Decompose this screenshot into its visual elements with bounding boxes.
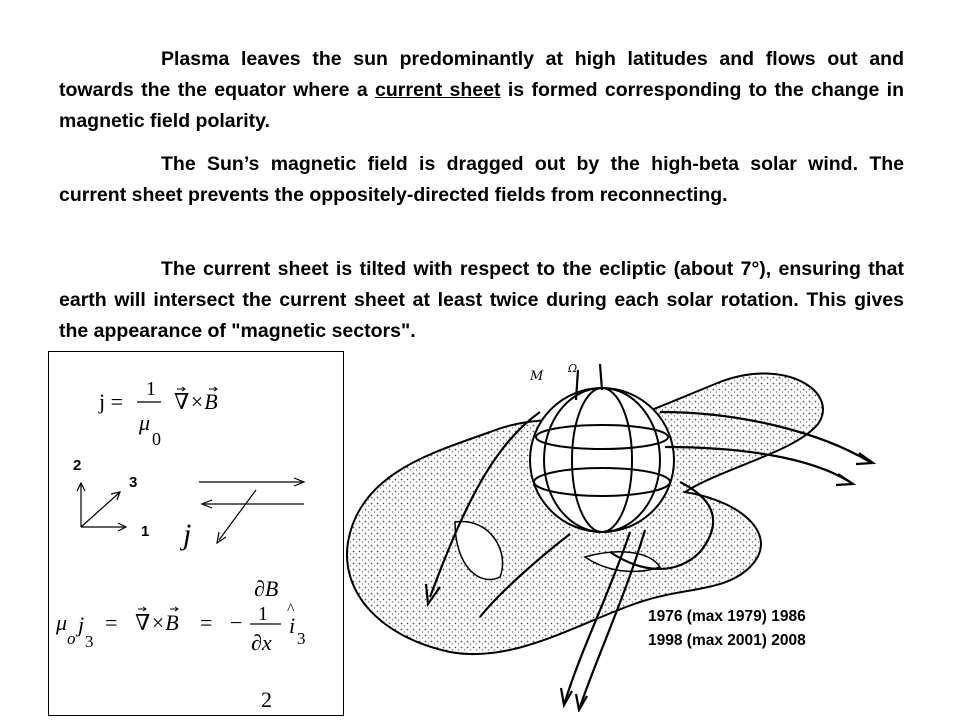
eq2-hat-mark: ^ [287, 601, 295, 618]
paragraph-1-text-a: Plasma leaves the sun predominantly at high latitudes and flows out and towards the the equator where a [59, 48, 904, 101]
paragraph-1 [59, 44, 904, 137]
eq2-curl-b: ∇×B [135, 610, 179, 635]
axis-label-1: 1 [141, 523, 150, 540]
eq2-mu-subscript: o [67, 629, 76, 648]
axis-label-2: 2 [73, 457, 82, 474]
eq2-equals-1: = [105, 610, 118, 635]
axis-label-3: 3 [129, 474, 138, 491]
eq2-minus: − [230, 610, 243, 635]
equation-box [48, 351, 344, 716]
eq2-two: 2 [261, 687, 272, 712]
eq2-one: 1 [258, 603, 268, 625]
eq2-partial-x: ∂x [251, 630, 272, 655]
eq2-j: j [78, 612, 85, 637]
paragraph-3: The current sheet is tilted with respect to the ecliptic (about 7°), ensuring that earth will intersect the current sheet at least twice during each solar rotation. This gives the appearance of "magnetic sectors". [59, 258, 904, 342]
current-direction-arrows [199, 478, 304, 543]
axis-label-omega: Ω [568, 362, 578, 375]
paragraph-2: The Sun’s magnetic field is dragged out by the high-beta solar wind. The current sheet prevents the oppositely-directed fields from reconnecting. [59, 153, 904, 206]
eq2-partial-b: ∂B [254, 576, 279, 601]
eq2-i-hat: i [289, 613, 296, 638]
eq2-j-subscript: 3 [85, 632, 94, 651]
eq1-curl-b: ∇×B [174, 389, 218, 414]
axis-label-m: M [530, 369, 544, 384]
equation-drawing [49, 352, 345, 717]
years-line-1: 1976 (max 1979) 1986 [648, 608, 806, 625]
coordinate-axes [77, 483, 126, 531]
eq1-lhs: j = [99, 389, 124, 414]
current-sheet-term: current sheet [375, 79, 501, 101]
eq2-equals-2: = [200, 610, 213, 635]
eq2-i-subscript: 3 [297, 629, 306, 648]
paragraph-1-text-b: is formed corresponding to the change in magnetic field polarity. [59, 79, 904, 132]
eq1-mu-subscript: 0 [152, 429, 161, 449]
eq2-mu: μ [56, 610, 68, 635]
solar-cycle-years [648, 605, 806, 653]
current-sheet-figure [340, 352, 880, 712]
sun-sphere [530, 388, 674, 532]
eq1-numerator: 1 [146, 378, 156, 400]
eq1-mu: μ [139, 410, 151, 435]
current-symbol-j: j [183, 518, 192, 551]
years-line-2: 1998 (max 2001) 2008 [648, 632, 806, 649]
